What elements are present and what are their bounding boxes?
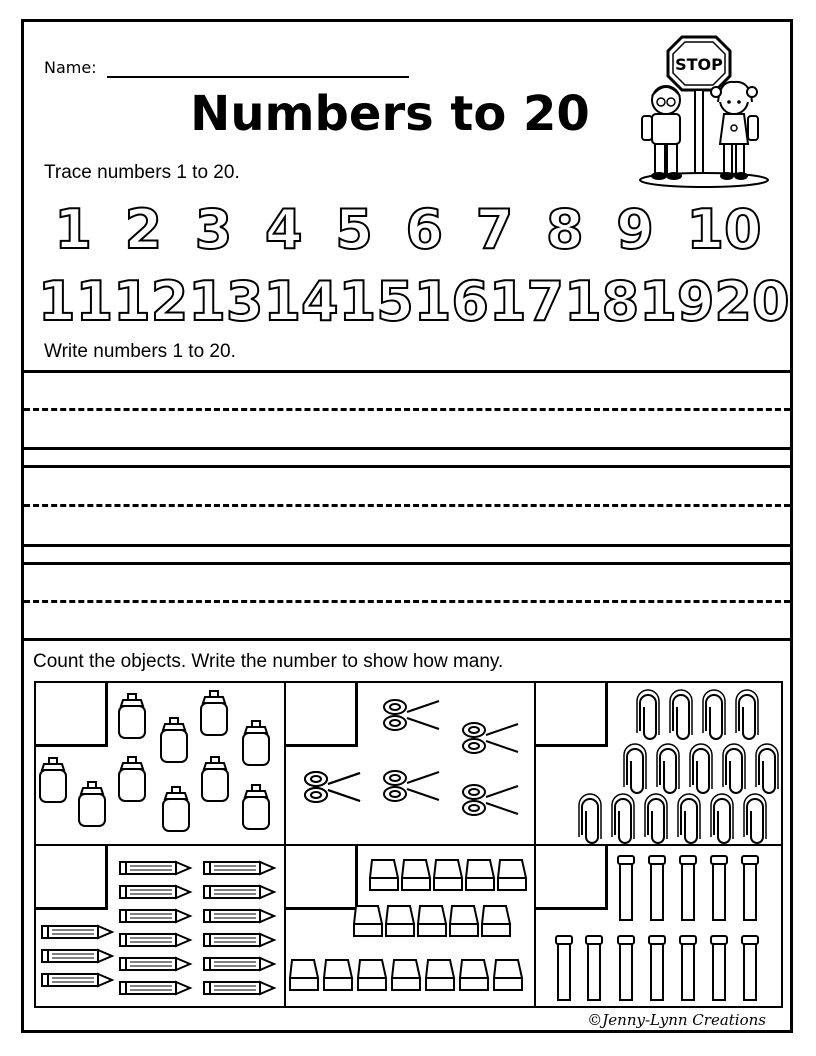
- paper-clip-icon: [678, 794, 700, 843]
- pencil-icon: [204, 862, 274, 874]
- eraser-icon: [370, 860, 398, 890]
- pencil-group: [36, 846, 284, 1006]
- pencil-icon: [204, 982, 274, 994]
- eraser-icon: [494, 960, 522, 990]
- pencil-icon: [204, 934, 274, 946]
- pencil-icon: [42, 926, 112, 938]
- paper-clip-icon: [690, 744, 712, 793]
- eraser-icon: [392, 960, 420, 990]
- pencil-icon: [204, 910, 274, 922]
- pencil-icon: [120, 982, 190, 994]
- paper-clip-icon: [723, 744, 745, 793]
- scissors-icon: [305, 772, 360, 802]
- count-cell-paper-clips: [536, 683, 781, 846]
- glue-bottle-icon: [79, 782, 105, 826]
- scissors-icon: [384, 771, 439, 801]
- eraser-icon: [498, 860, 526, 890]
- scissors-group: [286, 683, 534, 844]
- stop-sign-text: STOP: [675, 55, 723, 74]
- trace-number: 14: [263, 270, 339, 333]
- glue-stick-icon: [649, 936, 665, 1000]
- glue-bottle-icon: [40, 758, 66, 802]
- count-cell-erasers: [286, 846, 536, 1006]
- trace-number: 13: [188, 270, 264, 333]
- paper-clip-icon: [711, 794, 733, 843]
- pencil-icon: [204, 958, 274, 970]
- eraser-icon: [450, 906, 478, 936]
- trace-number: 8: [545, 198, 584, 261]
- glue-bottle-icon: [243, 785, 269, 829]
- scissors-icon: [463, 723, 518, 753]
- eraser-icon: [434, 860, 462, 890]
- glue-stick-icon: [680, 936, 696, 1000]
- writing-line-top: [21, 562, 793, 565]
- name-field[interactable]: [107, 76, 409, 78]
- eraser-icon: [460, 960, 488, 990]
- glue-bottle-icon: [119, 757, 145, 801]
- glue-bottle-icon: [161, 718, 187, 762]
- glue-bottle-icon: [243, 721, 269, 765]
- writing-line-dashed: [24, 408, 790, 411]
- pencil-icon: [42, 950, 112, 962]
- glue-stick-icon: [742, 856, 758, 920]
- eraser-icon: [402, 860, 430, 890]
- trace-number: 18: [564, 270, 640, 333]
- glue-stick-icon: [586, 936, 602, 1000]
- eraser-icon: [386, 906, 414, 936]
- trace-number: 12: [113, 270, 189, 333]
- writing-line-top: [21, 370, 793, 373]
- trace-number: 11: [38, 270, 114, 333]
- paper-clip-icon: [736, 690, 758, 739]
- eraser-icon: [426, 960, 454, 990]
- trace-number: 2: [124, 198, 163, 261]
- trace-number: 16: [413, 270, 489, 333]
- glue-stick-icon: [680, 856, 696, 920]
- glue-stick-icon: [711, 936, 727, 1000]
- trace-row-1: [38, 198, 778, 261]
- eraser-icon: [324, 960, 352, 990]
- count-cell-scissors: [286, 683, 536, 846]
- section-divider: [21, 638, 793, 641]
- writing-line-dashed: [24, 600, 790, 603]
- eraser-icon: [482, 906, 510, 936]
- glue-bottle-group: [36, 683, 284, 844]
- trace-number: 20: [714, 270, 790, 333]
- trace-number: 9: [616, 198, 654, 261]
- copyright: ©Jenny-Lynn Creations: [587, 1011, 766, 1029]
- glue-stick-group: [536, 846, 781, 1006]
- eraser-icon: [290, 960, 318, 990]
- trace-number: 15: [338, 270, 414, 333]
- glue-stick-icon: [649, 856, 665, 920]
- paper-clip-icon: [579, 794, 601, 843]
- paper-clip-icon: [645, 794, 667, 843]
- paper-clip-icon: [612, 794, 634, 843]
- count-cell-glue-sticks: [536, 846, 781, 1006]
- pencil-icon: [42, 974, 112, 986]
- writing-line-top: [21, 465, 793, 468]
- trace-number: 4: [265, 198, 303, 261]
- paper-clip-group: [536, 683, 781, 844]
- pencil-icon: [120, 910, 190, 922]
- paper-clip-icon: [657, 744, 679, 793]
- pencil-icon: [120, 934, 190, 946]
- counting-grid: [34, 681, 783, 1008]
- paper-clip-icon: [637, 690, 659, 739]
- scissors-icon: [463, 785, 518, 815]
- page-title: Numbers to 20: [190, 86, 590, 142]
- kids-stop-sign-illustration: [634, 32, 774, 192]
- eraser-icon: [418, 906, 446, 936]
- paper-clip-icon: [744, 794, 766, 843]
- trace-row-2: [38, 270, 790, 333]
- scissors-icon: [384, 700, 439, 730]
- writing-line-base[interactable]: [21, 447, 793, 450]
- trace-instruction: Trace numbers 1 to 20.: [44, 162, 240, 183]
- eraser-icon: [358, 960, 386, 990]
- glue-bottle-icon: [202, 757, 228, 801]
- pencil-icon: [120, 862, 190, 874]
- pencil-icon: [120, 886, 190, 898]
- count-cell-pencils: [36, 846, 286, 1006]
- eraser-icon: [354, 906, 382, 936]
- trace-number: 17: [488, 270, 565, 333]
- glue-stick-icon: [742, 936, 758, 1000]
- trace-number: 7: [475, 198, 514, 261]
- eraser-group: [286, 846, 534, 1006]
- name-label: Name:: [44, 58, 97, 77]
- glue-bottle-icon: [163, 787, 189, 831]
- count-cell-glue-bottles: [36, 683, 286, 846]
- glue-stick-icon: [618, 936, 634, 1000]
- glue-stick-icon: [711, 856, 727, 920]
- pencil-icon: [204, 886, 274, 898]
- count-instruction: Count the objects. Write the number to show how many.: [33, 651, 504, 672]
- paper-clip-icon: [756, 744, 778, 793]
- write-instruction: Write numbers 1 to 20.: [44, 341, 236, 362]
- writing-line-dashed: [24, 504, 790, 507]
- eraser-icon: [466, 860, 494, 890]
- paper-clip-icon: [670, 690, 692, 739]
- glue-stick-icon: [556, 936, 572, 1000]
- glue-bottle-icon: [201, 691, 227, 735]
- writing-line-base[interactable]: [21, 544, 793, 547]
- trace-number: 1: [54, 198, 92, 261]
- trace-number: 10: [686, 198, 762, 261]
- trace-number: 6: [405, 198, 444, 261]
- paper-clip-icon: [624, 744, 646, 793]
- glue-stick-icon: [618, 856, 634, 920]
- paper-clip-icon: [703, 690, 725, 739]
- glue-bottle-icon: [119, 694, 145, 738]
- trace-number: 19: [639, 270, 715, 333]
- trace-number: 5: [335, 198, 373, 261]
- trace-number: 3: [194, 198, 233, 261]
- pencil-icon: [120, 958, 190, 970]
